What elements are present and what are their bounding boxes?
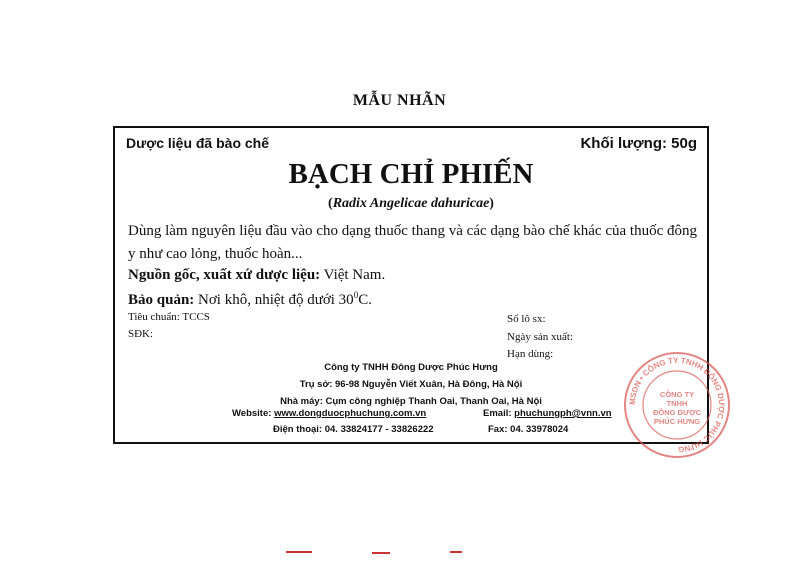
company-fax: Fax: 04. 33978024 <box>488 424 569 435</box>
email-link[interactable]: phuchungph@vnn.vn <box>514 408 612 419</box>
company-factory: Nhà máy: Cụm công nghiệp Thanh Oai, Thanh Oai, Hà Nội <box>280 396 542 407</box>
manufacture-date: Ngày sản xuất: <box>507 331 573 343</box>
scan-artifact <box>450 551 462 553</box>
scan-artifact <box>286 551 312 553</box>
quality-standard: Tiêu chuẩn: TCCS <box>128 311 210 323</box>
lot-number: Số lô sx: <box>507 313 546 325</box>
scan-artifact <box>372 552 390 554</box>
origin-line: Nguồn gốc, xuất xứ dược liệu: Việt Nam. <box>128 267 386 283</box>
stamp-center-text: CÔNG TY TNHH ĐÔNG DƯỢC PHÚC HƯNG <box>652 390 702 426</box>
website-link[interactable]: www.dongduocphuchung.com.vn <box>274 408 427 419</box>
company-seal-stamp <box>622 350 732 460</box>
company-headquarters: Trụ sở: 96-98 Nguyễn Viết Xuân, Hà Đông, Hà Nội <box>299 379 523 390</box>
storage-line: Bảo quản: Nơi khô, nhiệt độ dưới $30^0C$. <box>128 290 372 308</box>
net-weight: Khối lượng: 50g <box>580 135 697 152</box>
expiry-date: Hạn dùng: <box>507 348 554 360</box>
latin-name: (Radix Angelicae dahuricae) <box>328 196 494 211</box>
company-name: Công ty TNHH Đông Dược Phúc Hưng <box>324 362 498 373</box>
company-website: Website: www.dongduocphuchung.com.vn <box>232 408 427 419</box>
product-category: Dược liệu đã bào chế <box>126 135 270 151</box>
usage-text: Dùng làm nguyên liệu đầu vào cho dạng thuốc thang và các dạng bào chế khác của thuốc đông y như cao lỏng, thuốc hoàn... <box>128 223 697 262</box>
page-heading: MẪU NHÃN <box>352 92 447 109</box>
company-phone: Điện thoại: 04. 33824177 - 33826222 <box>273 424 434 435</box>
stamp-ring-text: MSDN • CÔNG TY TNHH ĐÔNG DƯỢC PHÚC HƯNG <box>627 355 727 455</box>
company-email: Email: phuchungph@vnn.vn <box>483 408 612 419</box>
product-title: BẠCH CHỈ PHIẾN <box>288 158 534 190</box>
registration-number: SĐK: <box>128 328 154 340</box>
product-label <box>113 126 709 444</box>
